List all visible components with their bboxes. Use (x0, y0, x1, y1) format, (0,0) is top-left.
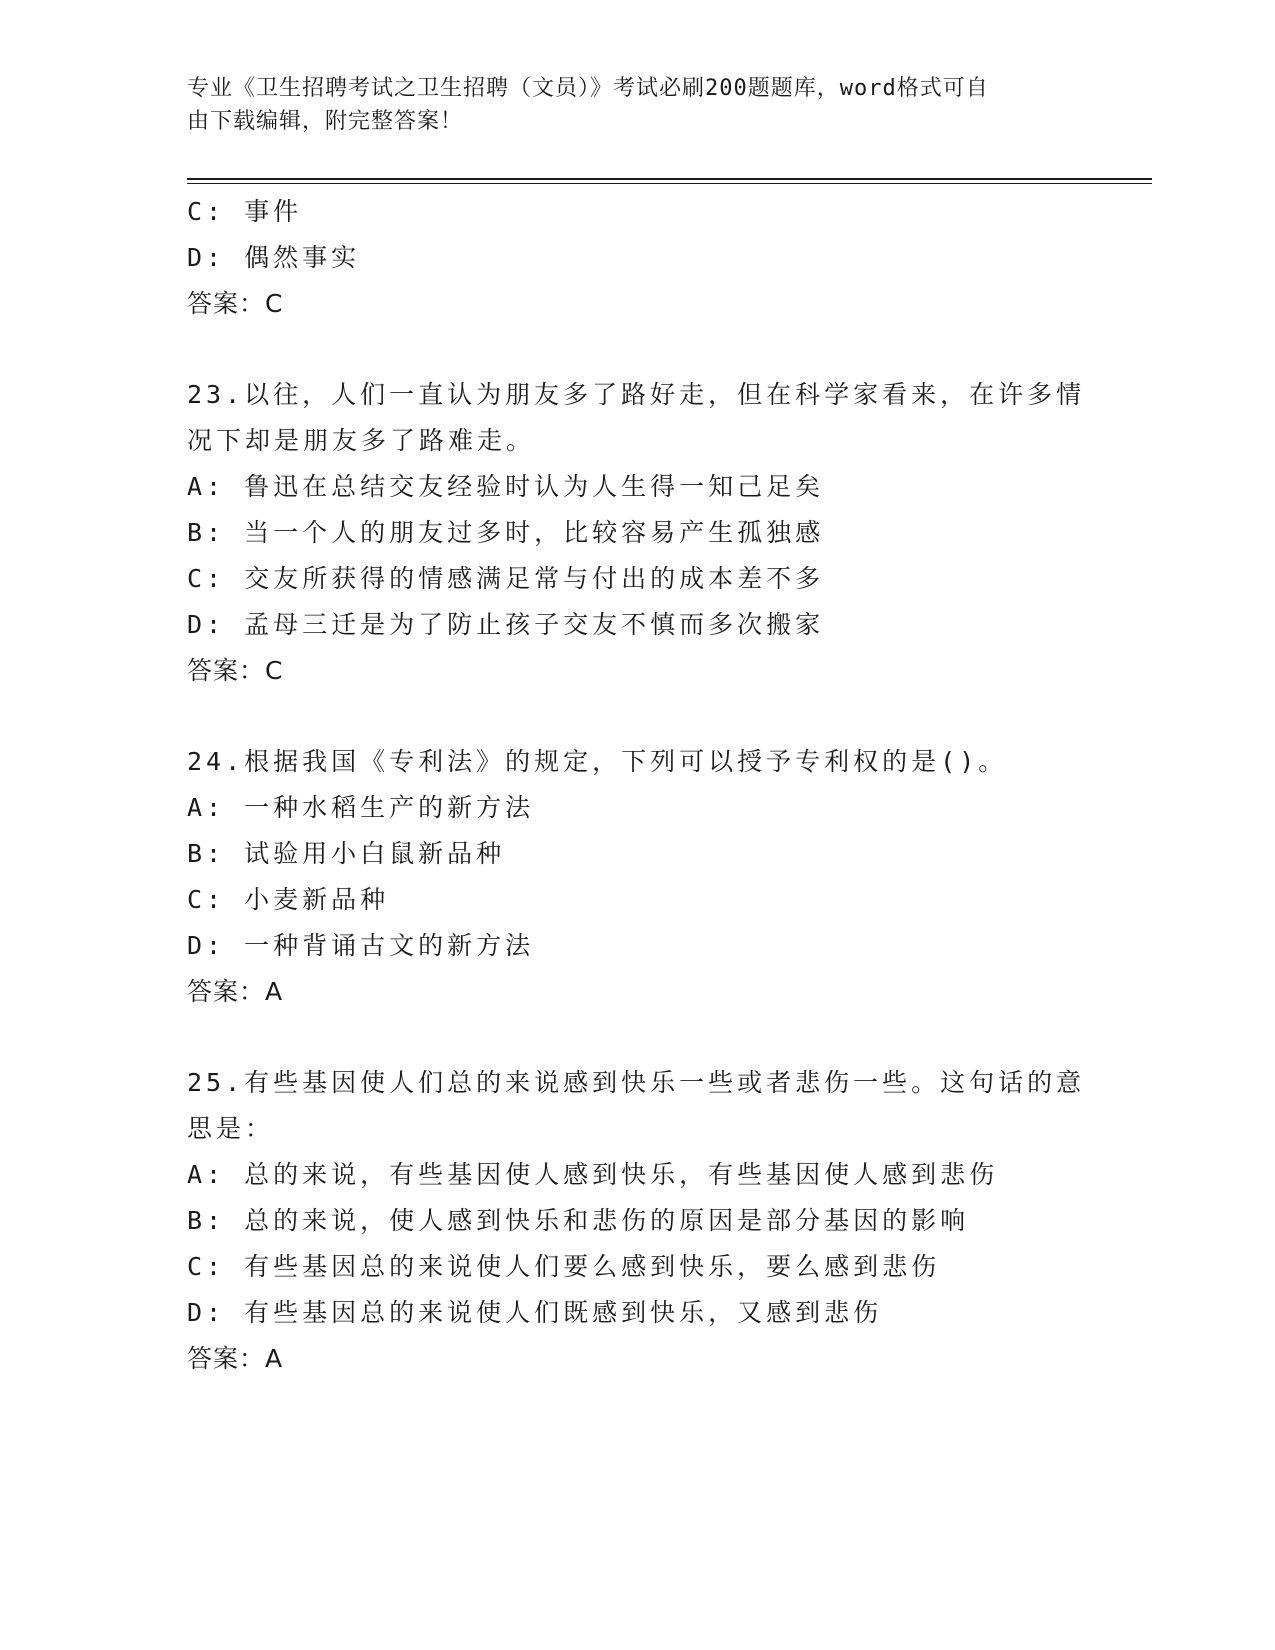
option-b: B: 当一个人的朋友过多时，比较容易产生孤独感 (187, 518, 825, 547)
option-b: B: 试验用小白鼠新品种 (187, 839, 506, 868)
option-c: C: 交友所获得的情感满足常与付出的成本差不多 (187, 564, 825, 593)
option-d: D: 有些基因总的来说使人们既感到快乐，又感到悲伤 (187, 1298, 883, 1327)
option-a: A: 一种水稻生产的新方法 (187, 793, 535, 822)
option-c: C: 小麦新品种 (187, 885, 390, 914)
question-stem-cont: 思是： (187, 1114, 275, 1143)
question-list (187, 189, 1087, 1382)
option-d: D: 一种背诵古文的新方法 (187, 931, 535, 960)
answer: 答案：A (187, 977, 284, 1006)
question-stem: 23.以往，人们一直认为朋友多了路好走，但在科学家看来，在许多情 (187, 380, 1086, 409)
option-a: A: 总的来说，有些基因使人感到快乐，有些基因使人感到悲伤 (187, 1160, 999, 1189)
option-c: C: 事件 (187, 197, 303, 226)
option-c: C: 有些基因总的来说使人们要么感到快乐，要么感到悲伤 (187, 1252, 941, 1281)
option-b: B: 总的来说，使人感到快乐和悲伤的原因是部分基因的影响 (187, 1206, 970, 1235)
answer: 答案：A (187, 1344, 284, 1373)
question-25 (187, 1060, 1087, 1382)
header-line-1: 专业《卫生招聘考试之卫生招聘（文员）》考试必刷200题题库，word格式可自 (187, 76, 989, 101)
question-24 (187, 739, 1087, 1015)
document-header (187, 72, 1087, 138)
option-a: A: 鲁迅在总结交友经验时认为人生得一知己足矣 (187, 472, 825, 501)
question-stem-cont: 况下却是朋友多了路难走。 (187, 426, 536, 455)
option-d: D: 孟母三迁是为了防止孩子交友不慎而多次搬家 (187, 610, 825, 639)
option-d: D: 偶然事实 (187, 243, 361, 272)
question-stem: 25.有些基因使人们总的来说感到快乐一些或者悲伤一些。这句话的意 (187, 1068, 1086, 1097)
question-23 (187, 372, 1087, 694)
question-stem: 24.根据我国《专利法》的规定，下列可以授予专利权的是()。 (187, 747, 1008, 776)
answer: 答案：C (187, 289, 284, 318)
previous-question-tail (187, 189, 1087, 327)
header-line-2: 由下载编辑，附完整答案！ (187, 109, 464, 134)
answer: 答案：C (187, 656, 284, 685)
header-rule-thick (187, 178, 1152, 180)
header-rule-thin (187, 183, 1152, 184)
